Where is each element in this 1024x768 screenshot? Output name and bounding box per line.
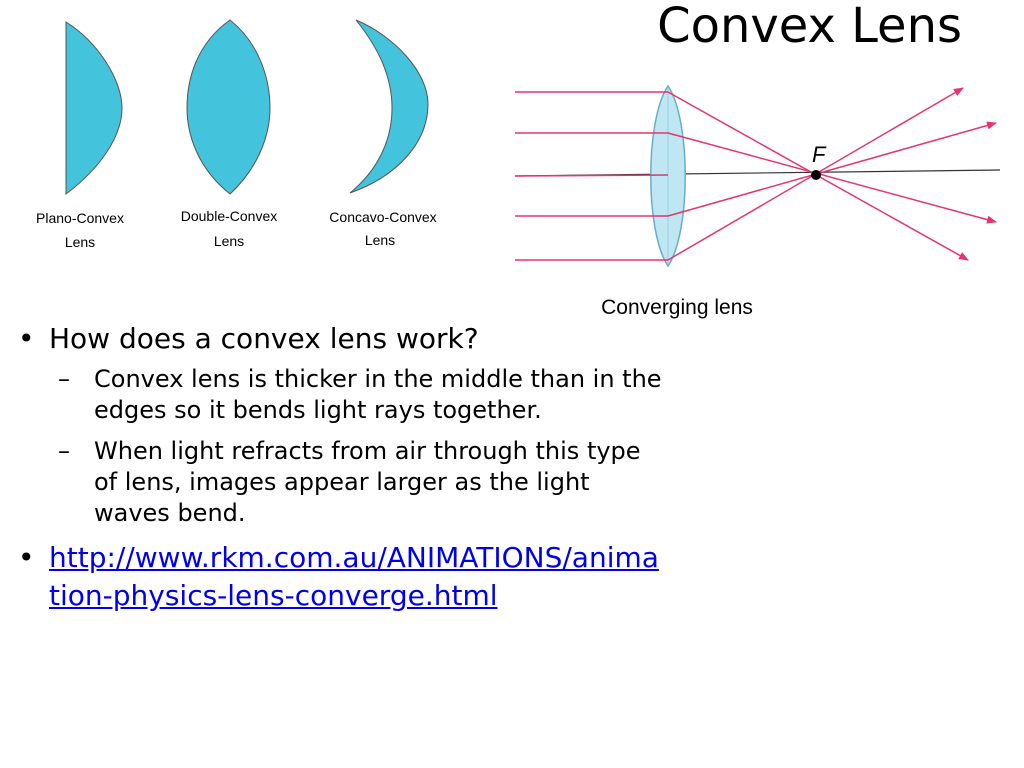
double-convex-label-line1: Double-Convex: [180, 208, 278, 224]
concavo-convex-lens-shape: [350, 20, 428, 193]
slide-title: Convex Lens: [657, 0, 962, 54]
double-convex-lens-shape: [187, 20, 270, 194]
plano-convex-label-line2: Lens: [64, 234, 96, 250]
sub-bullet-thickness: [49, 364, 668, 426]
sub-bullet-list: [49, 364, 668, 529]
focal-point-label: F: [812, 142, 826, 167]
focal-point-dot: [811, 170, 821, 180]
concavo-convex-label-line1: Concavo-Convex: [329, 209, 437, 225]
converging-lens-diagram: [500, 55, 1010, 325]
sub-bullet-refraction-text: When light refracts from air through this type of lens, images appear larger as the light waves bend.: [94, 437, 641, 527]
sub-bullet-thickness-text: Convex lens is thicker in the middle than in the edges so it bends light rays together.: [94, 365, 662, 424]
concavo-convex-label-line2: Lens: [364, 232, 396, 248]
double-convex-label-line2: Lens: [213, 233, 245, 249]
bullet-marker: •: [18, 541, 35, 574]
dash-marker: –: [58, 365, 70, 393]
converging-lens-caption: Converging lens: [601, 296, 753, 319]
plano-convex-label-line1: Plano-Convex: [36, 210, 124, 226]
lens-types-diagram: [0, 0, 480, 270]
bullet-question-text: How does a convex lens work?: [49, 322, 479, 355]
bullet-list: [18, 320, 668, 621]
bullet-question: [18, 320, 668, 529]
incoming-rays: [515, 92, 668, 260]
bullet-link-item: [18, 539, 668, 615]
sub-bullet-refraction: [49, 436, 668, 529]
plano-convex-lens-shape: [66, 22, 122, 194]
animation-link[interactable]: http://www.rkm.com.au/ANIMATIONS/animation-physics-lens-converge.html: [49, 541, 659, 612]
bullet-marker: •: [18, 322, 35, 355]
dash-marker: –: [58, 437, 70, 465]
